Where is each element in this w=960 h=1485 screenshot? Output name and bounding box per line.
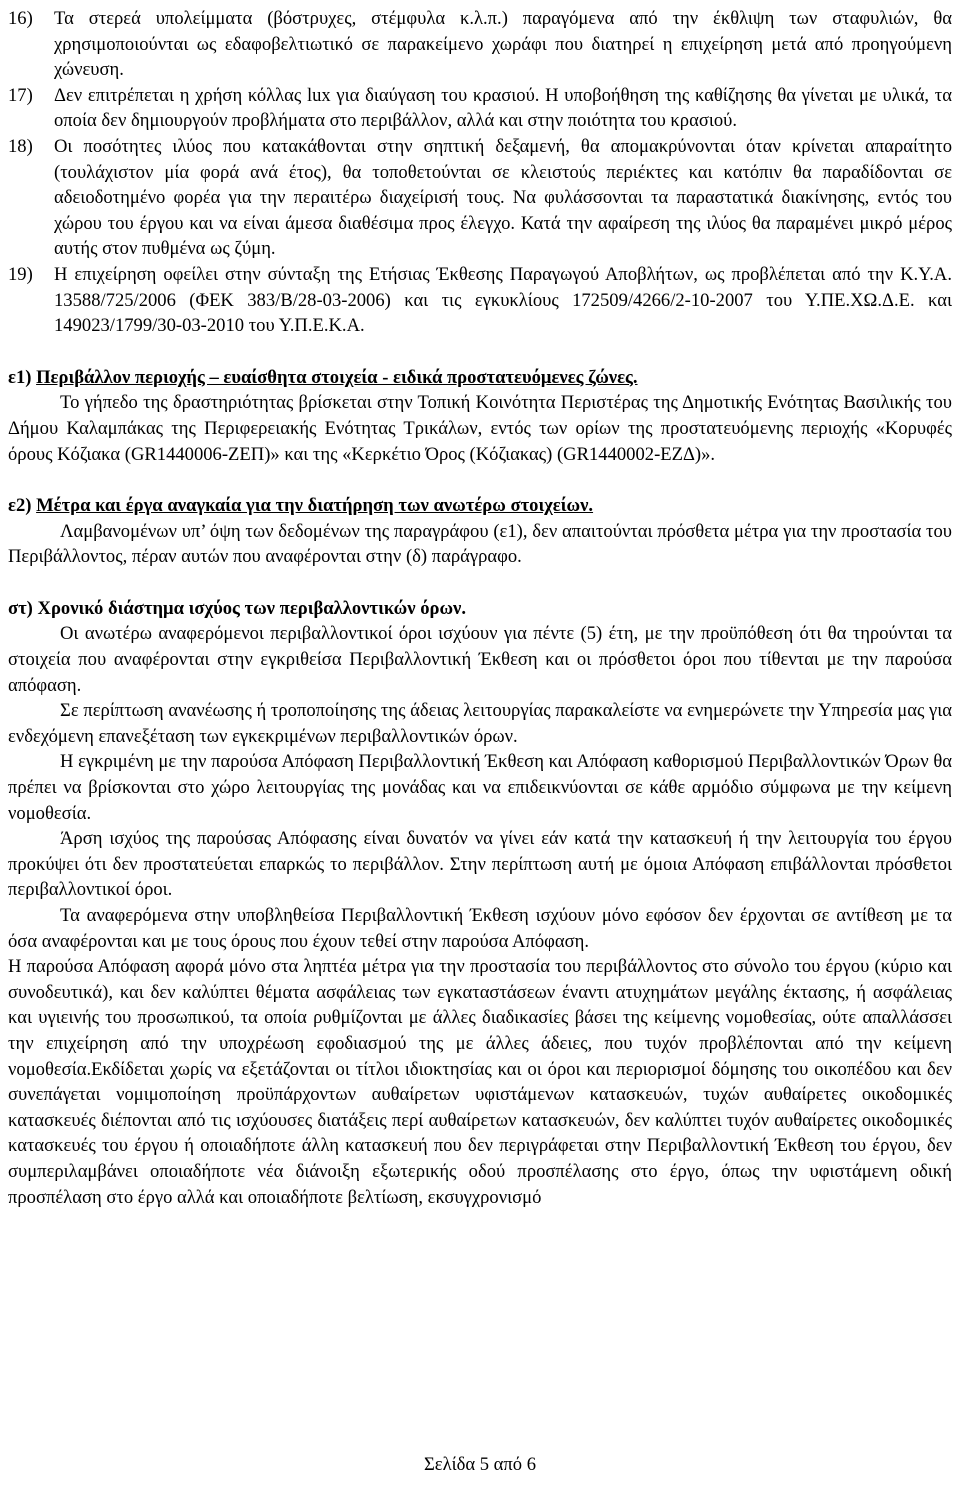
document-page — [8, 6, 952, 1210]
spacer — [8, 570, 952, 596]
section-st-paragraph: Οι ανωτέρω αναφερόμενοι περιβαλλοντικοί όροι ισχύουν για πέντε (5) έτη, με την προϋπόθεση ότι θα τηρούνται τα στοιχεία που αναφέρονται στην εγκριθείσα Περιβαλλοντική Έκθεση και οι πρόσθετοι όροι που τίθενται με την παρούσα απόφαση. — [8, 623, 952, 696]
item-text: Η επιχείρηση οφείλει στην σύνταξη της Ετήσιας Έκθεσης Παραγωγού Αποβλήτων, ως προβλέπεται από την Κ.Υ.Α. 13588/725/2006 (ΦΕΚ 383/Β/28-03-2006) και τις εγκυκλίους 172509/4266/2-10-2007 του Υ.ΠΕ.ΧΩ.Δ.Ε. και 149023/1799/30-03-2010 του Υ.Π.Ε.Κ.Α. — [54, 263, 952, 337]
section-st-paragraph: Τα αναφερόμενα στην υποβληθείσα Περιβαλλοντική Έκθεση ισχύουν μόνο εφόσον δεν έρχονται σε αντίθεση με τα όσα αναφέρονται και με τους όρους που έχουν τεθεί στην παρούσα Απόφαση. — [8, 905, 952, 952]
section-st-paragraph: Η εγκριμένη με την παρούσα Απόφαση Περιβαλλοντική Έκθεση και Απόφαση καθορισμού Περιβαλλοντικών Όρων θα πρέπει να βρίσκονται στο χώρο λειτουργίας της μονάδας και να επιδεικνύονται σε κάθε αρμόδιο σύμφωνα με την κείμενη νομοθεσία. — [8, 751, 952, 824]
item-text: Τα στερεά υπολείμματα (βόστρυχες, στέμφυλα κ.λ.π.) παραγόμενα από την έκθλιψη των σταφυλιών, θα χρησιμοποιούνται ως εδαφοβελτιωτικό σε παρακείμενο χωράφι που διατηρεί η επιχείρηση μετά από προηγούμενη χώνευση. — [54, 8, 952, 81]
section-e2-heading — [8, 493, 952, 519]
list-item-18 — [8, 134, 952, 262]
section-st-paragraph: Σε περίπτωση ανανέωσης ή τροποποίησης της άδειας λειτουργίας παρακαλείστε να ενημερώνετε την Υπηρεσία μας για ενδεχόμενη επανεξέταση των εγκεκριμένων περιβαλλοντικών όρων. — [8, 700, 952, 747]
item-number: 17) — [8, 84, 33, 106]
item-number: 16) — [8, 8, 33, 29]
section-e1-title: Περιβάλλον περιοχής – ευαίσθητα στοιχεία - ειδικά προστατευόμενες ζώνες. — [36, 366, 638, 388]
section-st-final-paragraph: Η παρούσα Απόφαση αφορά μόνο στα ληπτέα μέτρα για την προστασία του περιβάλλοντος στο σύνολο του έργου (κύριο και συνοδευτικά), και δεν καλύπτει θέματα ασφάλειας των εγκαταστάσεων έναντι ατυχημάτων μεγάλης έκτασης, ή ασφάλειας και υγιεινής του προσωπικού, τα οποία ρυθμίζονται με άλλες διαδικασίες βάσει της κείμενης νομοθεσίας, ούτε απαλλάσσει την επιχείρηση από την υποχρέωση εφοδιασμού της με άλλες άδειες, που τυχόν προβλέπονται από την κείμενη νομοθεσία.Εκδίδεται χωρίς να εξετάζονται οι τίτλοι ιδιοκτησίας και οι όροι και περιορισμοί δόμησης του οικοπέδου και δεν συνεπάγεται νομιμοποίηση προϋπάρχοντων αυθαίρετων υφιστάμενων κατασκευών, τυχών αυθαίρετες οικοδομικές κατασκευές διέπονται από τις ισχύουσες διατάξεις περί αυθαίρετων κατασκευών, δεν καλύπτει τυχόν αυθαίρετες οικοδομικές κατασκευές του έργου ή οποιαδήποτε άλλη κατασκευή που δεν περιγράφεται στην Περιβαλλοντική Έκθεση του έργου, δεν συμπεριλαμβάνει οποιαδήποτε νέα διάνοιξη εξωτερικής οδού προσπέλασης στο έργο, όπως την υφιστάμενη οδική προσπέλαση στο έργο αλλά και οποιαδήποτε βελτίωση, εκσυγχρονισμό — [8, 956, 952, 1208]
list-item-19 — [8, 262, 952, 339]
section-e1-heading — [8, 365, 952, 391]
section-st-paragraph: Άρση ισχύος της παρούσας Απόφασης είναι δυνατόν να γίνει εάν κατά την κατασκευή ή την λειτουργία του έργου προκύψει ότι δεν προστατεύεται επαρκώς το περιβάλλον. Στην περίπτωση αυτή με όμοια Απόφαση επιβάλλονται πρόσθετοι περιβαλλοντικοί όροι. — [8, 828, 952, 901]
section-e1-label: ε1) — [8, 366, 32, 388]
item-number: 19) — [8, 263, 33, 285]
spacer — [8, 339, 952, 365]
section-e2-paragraph: Λαμβανομένων υπ’ όψη των δεδομένων της παραγράφου (ε1), δεν απαιτούνται πρόσθετα μέτρα για την προστασία του Περιβάλλοντος, πέραν αυτών που αναφέρονται στην (δ) παράγραφο. — [8, 520, 952, 568]
section-e2-title: Μέτρα και έργα αναγκαία για την διατήρηση των ανωτέρω στοιχείων. — [36, 495, 594, 517]
section-e1-paragraph: Το γήπεδο της δραστηριότητας βρίσκεται στην Τοπική Κοινότητα Περιστέρας της Δημοτικής Ενότητας Βασιλικής του Δήμου Καλαμπάκας της Περιφερειακής Ενότητας Τρικάλων, εντός των ορίων της προστατευόμενης περιοχής «Κορυφές όρους Κόζιακα (GR1440006-ΖΕΠ)» και της «Κερκέτιο Όρος (Κόζιακας) (GR1440002-ΕΖΔ)». — [8, 392, 952, 465]
item-text: Οι ποσότητες ιλύος που κατακάθονται στην σηπτική δεξαμενή, θα απομακρύνονται όταν κρίνεται απαραίτητο (τουλάχιστον μία φορά ανά έτος), θα τοποθετούνται σε κλειστούς περιέκτες και κατόπιν θα παραδίδονται σε αδειοδοτημένο φορέα για την περαιτέρω διαχείρισή τους. Να φυλάσσονται τα παραστατικά διακίνησης, εντός του χώρου του έργου και να είναι άμεσα διαθέσιμα προς έλεγχο. Κατά την αφαίρεση της ιλύος θα παραμένει μικρό μέρος αυτής στον πυθμένα ως ζύμη. — [54, 135, 952, 260]
list-item-17 — [8, 83, 952, 134]
page-number: Σελίδα 5 από 6 — [423, 1454, 537, 1475]
spacer — [8, 467, 952, 493]
item-number: 18) — [8, 135, 33, 157]
section-st-heading: στ) Χρονικό διάστημα ισχύος των περιβαλλοντικών όρων. — [8, 597, 466, 619]
section-e2-label: ε2) — [8, 495, 32, 517]
item-text: Δεν επιτρέπεται η χρήση κόλλας lux για διαύγαση του κρασιού. Η υποβοήθηση της καθίζησης θα γίνεται με υλικά, τα οποία δεν δημιουργούν προβλήματα στο περιβάλλον, αλλά και στην ποιότητα του κρασιού. — [54, 84, 952, 132]
list-item-16 — [8, 6, 952, 83]
